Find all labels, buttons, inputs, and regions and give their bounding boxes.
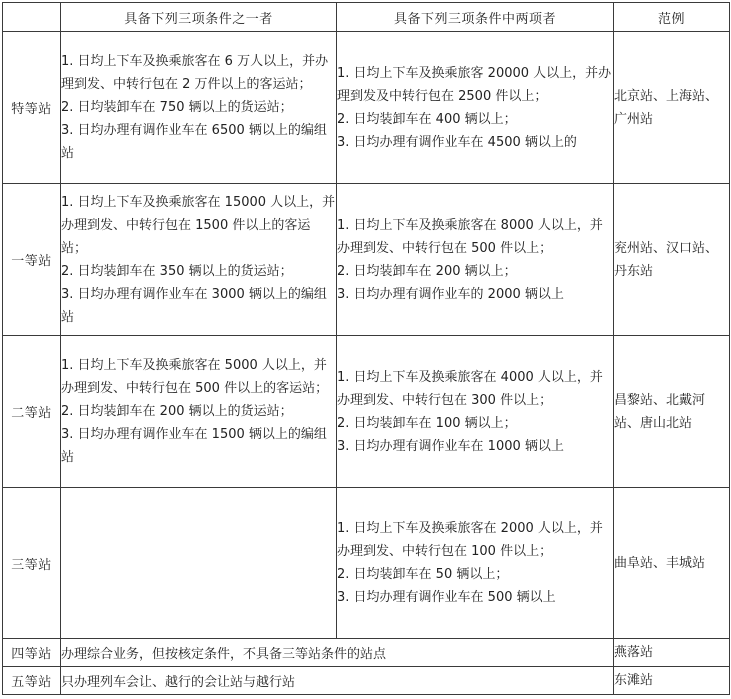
station-level-label: 特等站 (3, 32, 61, 184)
criterion-item: 2. 日均装卸车在 400 辆以上； (337, 111, 517, 127)
criteria-one-of-three (61, 32, 337, 184)
criteria-two-of-three (337, 488, 614, 639)
criterion-item: 3. 日均办理有调作业车在 6500 辆以上的编组站 (61, 123, 327, 161)
criterion-item: 3. 日均办理有调作业车在 1000 辆以上 (337, 438, 564, 454)
criteria-one-of-three-empty (61, 488, 337, 639)
criterion-item: 1. 日均上下车及换乘旅客在 6 万人以上，并办理到发、中转行包在 2 万件以上的客运站； (61, 54, 329, 92)
header-examples: 范例 (614, 3, 730, 32)
criterion-item: 3. 日均办理有调作业车在 3000 辆以上的编组站 (61, 286, 327, 325)
table-row-first-class (3, 184, 730, 336)
criterion-item: 1. 日均上下车及换乘旅客在 5000 人以上，并办理到发、中转行包在 500 件以上的客运站； (61, 358, 329, 396)
criterion-item: 1. 日均上下车及换乘旅客 20000 人以上，并办理到发及中转行包在 2500 件以上； (337, 65, 612, 104)
criteria-two-of-three (337, 336, 614, 488)
station-description: 办理综合业务，但按核定条件，不具备三等站条件的站点 (61, 639, 614, 667)
criteria-one-of-three (61, 184, 337, 336)
example-stations: 昌黎站、北戴河站、唐山北站 (614, 336, 730, 488)
criterion-item: 2. 日均装卸车在 100 辆以上； (337, 415, 517, 431)
criteria-two-of-three (337, 184, 614, 336)
example-stations: 燕落站 (614, 639, 730, 667)
criterion-item: 3. 日均办理有调作业车的 2000 辆以上 (337, 286, 564, 302)
example-stations: 北京站、上海站、广州站 (614, 32, 730, 184)
criterion-item: 2. 日均装卸车在 350 辆以上的货运站； (61, 263, 293, 279)
table-row-second-class (3, 336, 730, 488)
station-level-label: 二等站 (3, 336, 61, 488)
criterion-item: 2. 日均装卸车在 750 辆以上的货运站； (61, 100, 293, 115)
criterion-item: 3. 日均办理有调作业车在 1500 辆以上的编组站 (61, 427, 327, 465)
station-level-label: 五等站 (3, 667, 61, 695)
criterion-item: 3. 日均办理有调作业车在 4500 辆以上的 (337, 134, 577, 150)
criterion-item: 1. 日均上下车及换乘旅客在 2000 人以上，并办理到发、中转行包在 100 件以上； (337, 521, 603, 559)
example-stations: 东滩站 (614, 667, 730, 695)
criterion-item: 1. 日均上下车及换乘旅客在 8000 人以上，并办理到发、中转行包在 500 件以上； (337, 217, 603, 256)
station-level-label: 三等站 (3, 488, 61, 639)
header-row (3, 3, 730, 32)
criterion-item: 2. 日均装卸车在 50 辆以上； (337, 567, 509, 582)
table-row-special-class (3, 32, 730, 184)
header-level (3, 3, 61, 32)
criterion-item: 1. 日均上下车及换乘旅客在 15000 人以上，并办理到发、中转行包在 1500 件以上的客运站； (61, 194, 336, 256)
table-row-third-class (3, 488, 730, 639)
criteria-one-of-three (61, 336, 337, 488)
station-level-label: 一等站 (3, 184, 61, 336)
header-two-of-three: 具备下列三项条件中两项者 (337, 3, 614, 32)
criteria-two-of-three (337, 32, 614, 184)
criterion-item: 1. 日均上下车及换乘旅客在 4000 人以上，并办理到发、中转行包在 300 件以上； (337, 369, 603, 408)
header-one-of-three: 具备下列三项条件之一者 (61, 3, 337, 32)
example-stations: 兖州站、汉口站、丹东站 (614, 184, 730, 336)
example-stations: 曲阜站、丰城站 (614, 488, 730, 639)
table-row-fifth-class (3, 667, 730, 695)
criterion-item: 2. 日均装卸车在 200 辆以上； (337, 263, 517, 279)
station-description: 只办理列车会让、越行的会让站与越行站 (61, 667, 614, 695)
criterion-item: 3. 日均办理有调作业车在 500 辆以上 (337, 590, 556, 605)
table-row-fourth-class (3, 639, 730, 667)
station-level-label: 四等站 (3, 639, 61, 667)
criterion-item: 2. 日均装卸车在 200 辆以上的货运站； (61, 404, 293, 419)
station-classification-table (2, 2, 730, 695)
